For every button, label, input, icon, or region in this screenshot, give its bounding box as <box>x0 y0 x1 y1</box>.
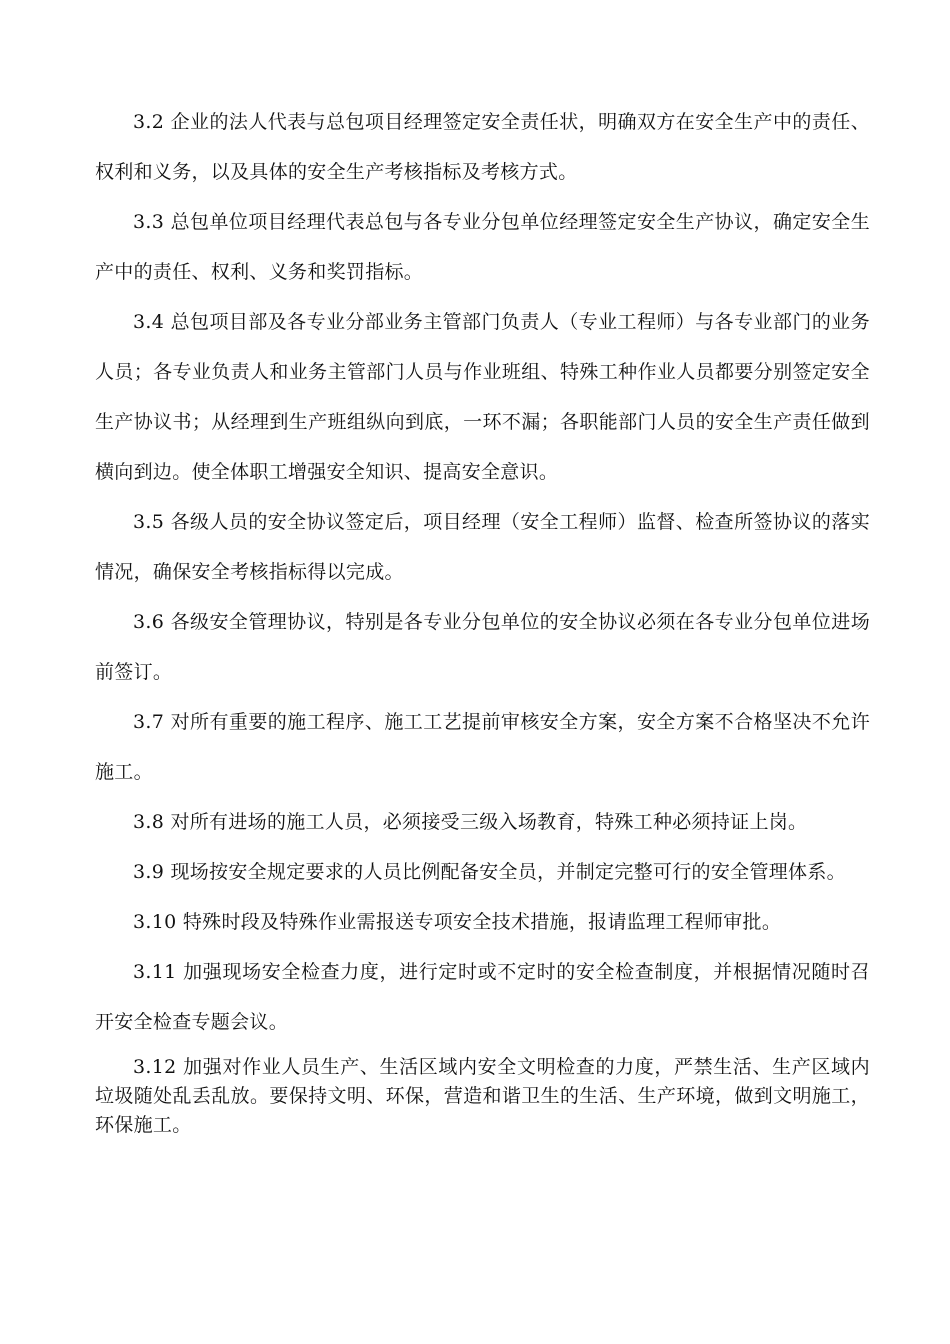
paragraph-3-5: 3.5 各级人员的安全协议签定后，项目经理（安全工程师）监督、检查所签协议的落实情况，确保安全考核指标得以完成。 <box>95 511 870 583</box>
paragraph-3-4: 3.4 总包项目部及各专业分部业务主管部门负责人（专业工程师）与各专业部门的业务人员；各专业负责人和业务主管部门人员与作业班组、特殊工种作业人员都要分别签定安全生产协议书；从经理到生产班组纵向到底，一环不漏；各职能部门人员的安全生产责任做到横向到边。使全体职工增强安全知识、提高安全意识。 <box>95 311 870 483</box>
paragraph-3-12: 3.12 加强对作业人员生产、生活区域内安全文明检查的力度，严禁生活、生产区域内垃圾随处乱丢乱放。要保持文明、环保，营造和谐卫生的生活、生产环境，做到文明施工，环保施工。 <box>95 1056 870 1136</box>
document-body <box>95 97 870 1140</box>
paragraph-3-8: 3.8 对所有进场的施工人员，必须接受三级入场教育，特殊工种必须持证上岗。 <box>133 811 808 833</box>
paragraph-3-7: 3.7 对所有重要的施工程序、施工工艺提前审核安全方案，安全方案不合格坚决不允许施工。 <box>95 711 870 783</box>
paragraph-3-10: 3.10 特殊时段及特殊作业需报送专项安全技术措施，报请监理工程师审批。 <box>133 911 782 933</box>
paragraph-3-3: 3.3 总包单位项目经理代表总包与各专业分包单位经理签定安全生产协议，确定安全生产中的责任、权利、义务和奖罚指标。 <box>95 211 870 283</box>
paragraph-3-2: 3.2 企业的法人代表与总包项目经理签定安全责任状，明确双方在安全生产中的责任、权利和义务，以及具体的安全生产考核指标及考核方式。 <box>95 111 870 183</box>
paragraph-3-9: 3.9 现场按安全规定要求的人员比例配备安全员，并制定完整可行的安全管理体系。 <box>133 861 846 883</box>
paragraph-3-6: 3.6 各级安全管理协议，特别是各专业分包单位的安全协议必须在各专业分包单位进场前签订。 <box>95 611 870 683</box>
paragraph-3-11: 3.11 加强现场安全检查力度，进行定时或不定时的安全检查制度，并根据情况随时召开安全检查专题会议。 <box>95 961 870 1033</box>
